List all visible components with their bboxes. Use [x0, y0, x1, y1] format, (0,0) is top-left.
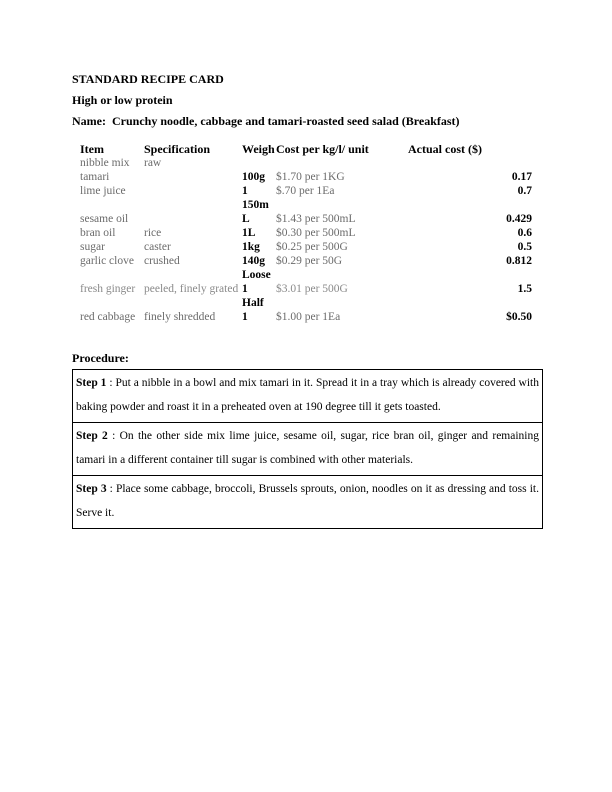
- actual-cost-cell: 0.17: [511, 171, 532, 183]
- specification-cell: peeled, finely grated: [144, 283, 239, 295]
- specification-cell: finely shredded: [144, 311, 216, 323]
- weight-cell: [242, 268, 276, 296]
- step-text: : Place some cabbage, broccoli, Brussels sprouts, onion, noodles on it as dressing and toss it. Serve it.: [76, 483, 539, 519]
- cost-cell: $1.43 per 500mL: [276, 213, 356, 225]
- table-row: [80, 156, 532, 170]
- recipe-name-value: Crunchy noodle, cabbage and tamari-roasted seed salad (Breakfast): [111, 114, 460, 128]
- weight-text: 100g: [242, 171, 265, 183]
- weight-text: 1: [242, 283, 248, 295]
- protein-line: High or low protein: [72, 93, 173, 107]
- actual-cost-cell: 0.5: [517, 241, 532, 253]
- procedure-box: [72, 369, 543, 529]
- cost-cell: $0.29 per 50G: [276, 255, 343, 267]
- weight-top-text: Loose: [242, 269, 271, 281]
- page-title: STANDARD RECIPE CARD: [72, 72, 224, 86]
- actual-cost-cell: 0.7: [517, 185, 532, 197]
- specification-cell: rice: [144, 227, 162, 239]
- table-body: [80, 156, 532, 324]
- weight-text: 140g: [242, 255, 265, 267]
- item-cell: nibble mix: [80, 157, 130, 169]
- cost-cell: $1.70 per 1KG: [276, 171, 345, 183]
- actual-cost-cell: 0.812: [506, 255, 532, 267]
- header-cost: Cost per kg/l/ unit: [276, 142, 369, 156]
- item-cell: lime juice: [80, 185, 126, 197]
- procedure-step: [73, 476, 542, 528]
- cost-cell: $.70 per 1Ea: [276, 185, 335, 197]
- item-cell: sesame oil: [80, 213, 129, 225]
- cost-cell: $3.01 per 500G: [276, 283, 348, 295]
- step-label: Step 3: [76, 483, 107, 495]
- step-label: Step 2: [76, 430, 108, 442]
- table-row: [80, 170, 532, 184]
- item-cell: sugar: [80, 241, 105, 253]
- procedure-label: Procedure:: [72, 351, 129, 365]
- weight-top-text: Half: [242, 297, 264, 309]
- item-cell: bran oil: [80, 227, 116, 239]
- actual-cost-cell: 0.429: [506, 213, 532, 225]
- procedure-step: [73, 423, 542, 476]
- header-specification: Specification: [144, 142, 210, 156]
- table-row: [80, 226, 532, 240]
- item-cell: tamari: [80, 171, 110, 183]
- actual-cost-cell: 1.5: [517, 283, 532, 295]
- weight-text: 1: [242, 185, 248, 197]
- weight-text: 1L: [242, 227, 256, 239]
- table-row: [80, 254, 532, 268]
- item-cell: garlic clove: [80, 255, 134, 267]
- header-item: Item: [80, 142, 104, 156]
- step-text: : On the other side mix lime juice, sesame oil, sugar, rice bran oil, ginger and remaining tamari in a different container till sugar is combined with other materials.: [76, 430, 539, 466]
- table-row: [80, 184, 532, 198]
- ingredients-table: [80, 142, 532, 324]
- weight-cell: [242, 184, 276, 198]
- weight-text: 1kg: [242, 241, 260, 253]
- cost-cell: $0.30 per 500mL: [276, 227, 356, 239]
- step-label: Step 1: [76, 377, 107, 389]
- weight-cell: [242, 170, 276, 184]
- weight-cell: [242, 226, 276, 240]
- weight-cell: [242, 254, 276, 268]
- table-row: [80, 296, 532, 324]
- cost-cell: $0.25 per 500G: [276, 241, 348, 253]
- actual-cost-cell: $0.50: [506, 311, 532, 323]
- specification-cell: caster: [144, 241, 171, 253]
- header-weight: Weigh: [242, 142, 275, 156]
- procedure-step: [73, 370, 542, 423]
- weight-text: 1: [242, 311, 248, 323]
- cost-cell: $1.00 per 1Ea: [276, 311, 341, 323]
- weight-top-text: 150m: [242, 199, 269, 211]
- specification-cell: crushed: [144, 255, 180, 267]
- weight-cell: [242, 240, 276, 254]
- recipe-name-line: [72, 114, 460, 128]
- recipe-name-label: Name:: [72, 114, 106, 128]
- weight-cell: [242, 296, 276, 324]
- actual-cost-cell: 0.6: [517, 227, 532, 239]
- step-text: : Put a nibble in a bowl and mix tamari in it. Spread it in a tray which is already covered with baking powder and roast it in a preheated oven at 190 degree till it gets toasted.: [76, 377, 539, 413]
- weight-text: L: [242, 213, 250, 225]
- table-row: [80, 268, 532, 296]
- table-row: [80, 240, 532, 254]
- header-actual-cost: Actual cost ($): [408, 142, 482, 156]
- item-cell: fresh ginger: [80, 283, 136, 295]
- specification-cell: raw: [144, 157, 162, 169]
- table-row: [80, 198, 532, 226]
- weight-cell: [242, 198, 276, 226]
- table-header-row: [80, 142, 532, 156]
- item-cell: red cabbage: [80, 311, 136, 323]
